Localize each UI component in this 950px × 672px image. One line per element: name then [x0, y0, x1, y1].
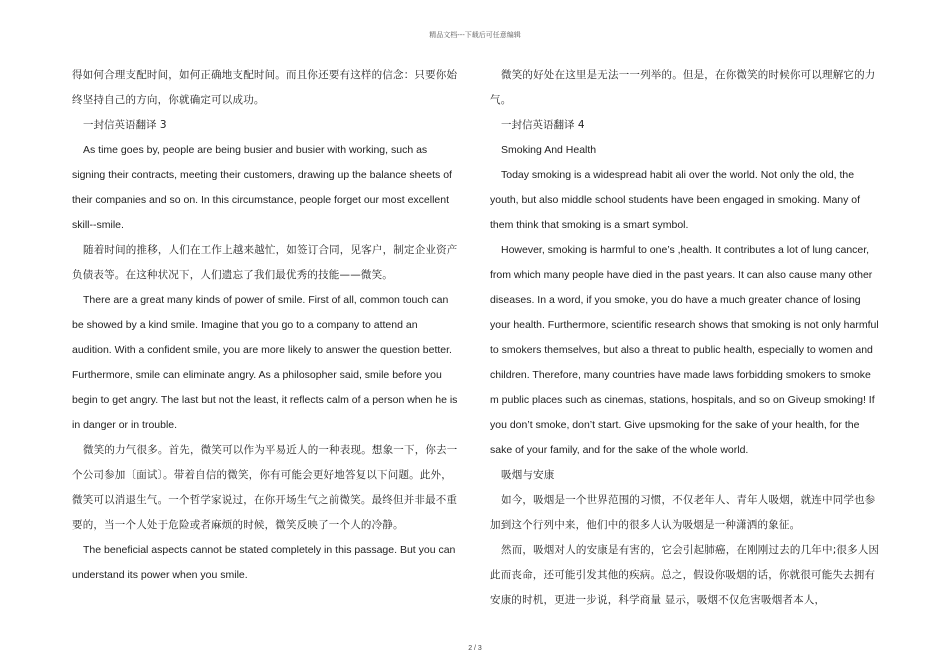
article-title: Smoking And Health	[501, 144, 597, 156]
paragraph: There are a great many kinds of power of smile. First of all, common touch can be showed by a kind smile. Imagine that you go to a company to attend an audition. With a confident smile, you are more likely to answer the question better. Furthermore, smile can eliminate angry. As a philosopher said, smile before you begin to get angry. The last but not the least, it reflects calm of a person when he is in danger or in trouble.	[72, 294, 458, 431]
paragraph: 如今，吸烟是一个世界范围的习惯，不仅老年人、青年人吸烟，就连中同学也参加到这个行列中来，他们中的很多人认为吸烟是一种潇洒的象征。	[490, 494, 876, 531]
paragraph: 得如何合理支配时间，如何正确地支配时间。而且你还要有这样的信念：只要你始终坚持自己的方向，你就确定可以成功。	[72, 69, 458, 106]
paragraph: 微笑的力气很多。首先，微笑可以作为平易近人的一种表现。想象一下，你去一个公司参加〔面试〕。带着自信的微笑，你有可能会更好地答复以下问题。此外，微笑可以消退生气。一个哲学家说过，在你开场生气之前微笑。最终但并非最不重要的，当一个人处于危险或者麻烦的时候，微笑反映了一个人的冷静。	[72, 444, 458, 531]
paragraph: The beneficial aspects cannot be stated completely in this passage. But you can understand its power when you smile.	[72, 544, 456, 581]
paragraph: 随着时间的推移，人们在工作上越来越忙，如签订合同，见客户，制定企业资产负债表等。在这种状况下，人们遗忘了我们最优秀的技能——微笑。	[72, 244, 458, 281]
page-number: 2 / 3	[468, 645, 482, 652]
page-header: 精品文档---下载后可任意编辑	[429, 31, 521, 39]
paragraph: As time goes by, people are being busier and busier with working, such as signing their contracts, meeting their customers, drawing up the balance sheets of their companies and so on. In this circumstance, people forget our most excellent skill--smile.	[72, 144, 452, 231]
section-heading: 一封信英语翻译 3	[83, 119, 167, 131]
left-column	[72, 63, 460, 588]
right-column	[490, 63, 882, 613]
section-heading: 一封信英语翻译 4	[501, 119, 585, 131]
paragraph: 然而，吸烟对人的安康是有害的，它会引起肺癌，在刚刚过去的几年中;很多人因此而丧命，还可能引发其他的疾病。总之，假设你吸烟的话，你就很可能失去拥有安康的时机，更进一步说，科学商量 显示，吸烟不仅危害吸烟者本人，	[490, 544, 880, 606]
paragraph: Today smoking is a widespread habit ali over the world. Not only the old, the youth, but also middle school students have been engaged in smoking. Many of them think that smoking is a smart symbol.	[490, 169, 861, 231]
article-title-cn: 吸烟与安康	[501, 469, 555, 481]
paragraph: However, smoking is harmful to one’s ,health. It contributes a lot of lung cancer, from which many people have died in the past years. It can also cause many other diseases. In a word, if you smoke, you do have a much greater chance of losing your health. Furthermore, scientific research shows that smoking is not only harmful to smokers themselves, but also a threat to public health, especially to women and children. Therefore, many countries have made laws forbidding smokers to smoke m public places such as cinemas, stations, hospitals, and so on Giveup smoking! If you don’t smoke, don’t start. Give upsmoking for the sake of your health, for the sake of your family, and for the sake of the whole world.	[490, 244, 879, 456]
paragraph: 微笑的好处在这里是无法一一列举的。但是，在你微笑的时候你可以理解它的力气。	[490, 69, 876, 106]
